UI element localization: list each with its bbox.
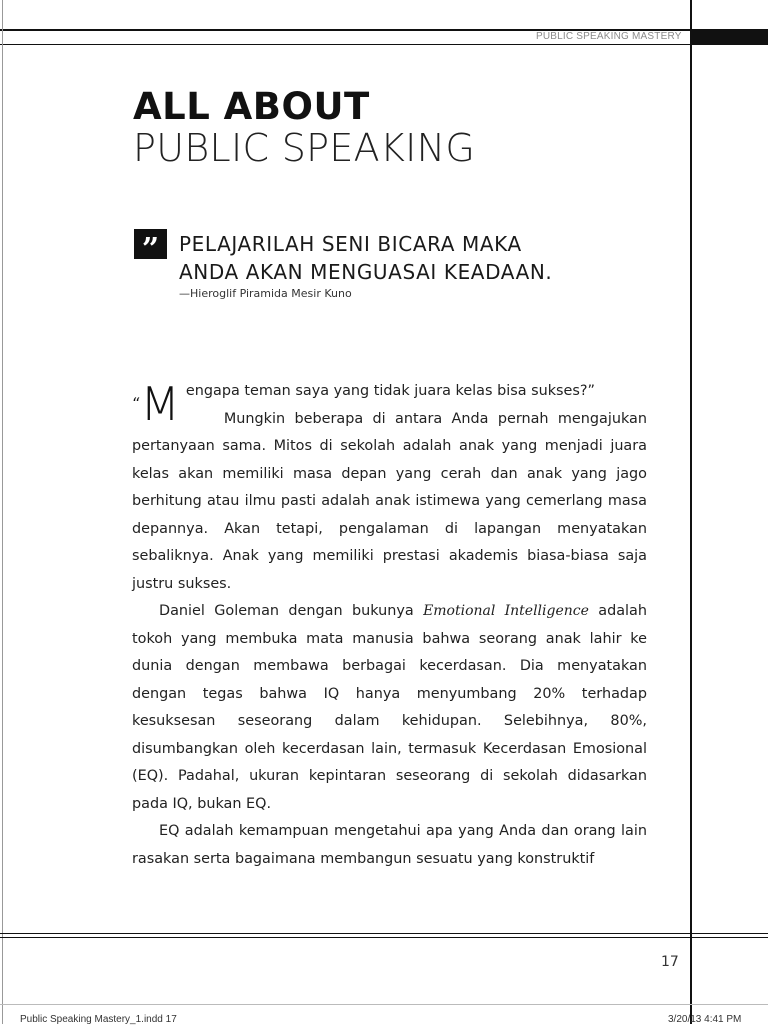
print-slug-filename: Public Speaking Mastery_1.indd 17	[20, 1014, 177, 1025]
body-text	[132, 378, 647, 873]
paragraph-1-lead: engapa teman saya yang tidak juara kelas bisa sukses?”	[185, 383, 595, 399]
epigraph	[179, 230, 659, 300]
paragraph-2-after: adalah tokoh yang membuka mata manusia bahwa seorang anak lahir ke dunia dengan membawa berbagai kecerdasan. Dia menyatakan dengan tegas bahwa IQ hanya menyumbang 20% terhadap kesuksesan seseorang dalam kehidupan. Selebihnya, 80%, disumbangkan oleh kecerdasan lain, termasuk Kecerdasan Emosional (EQ). Padahal, ukuran kepintaran seseorang di sekolah didasarkan pada IQ, bukan EQ.	[132, 603, 647, 812]
paragraph-2-before: Daniel Goleman dengan bukunya	[159, 603, 424, 619]
print-slug-timestamp: 3/20/13 4:41 PM	[668, 1014, 742, 1025]
page-number: 17	[661, 954, 679, 970]
footer-rule-bottom	[0, 937, 768, 938]
book-title: Emotional Intelligence	[423, 603, 589, 619]
paragraph-1-rest: Mungkin beberapa di antara Anda pernah mengajukan pertanyaan sama. Mitos di sekolah adalah anak yang menjadi juara kelas akan memiliki masa depan yang cerah dan anak yang jago berhitung atau ilmu pasti adalah anak istimewa yang cemerlang masa depannya. Akan tetapi, pengalaman di lapangan menyatakan sebaliknya. Anak yang memiliki prestasi akademis biasa-biasa saja justru sukses.	[132, 410, 647, 592]
running-header: PUBLIC SPEAKING MASTERY	[536, 31, 682, 42]
footer-rule-top	[0, 933, 768, 934]
chapter-title-line-1: ALL ABOUT	[133, 85, 370, 128]
chapter-title-line-2: PUBLIC SPEAKING	[133, 126, 476, 170]
paragraph-2	[132, 598, 647, 818]
drop-cap-letter: M	[140, 377, 180, 431]
chapter-title	[133, 86, 475, 168]
left-margin-rule	[2, 0, 3, 1024]
paragraph-3: EQ adalah kemampuan mengetahui apa yang Anda dan orang lain rasakan serta bagaimana membangun sesuatu yang konstruktif	[132, 823, 647, 867]
right-margin-rule	[690, 0, 692, 1024]
bottom-crop-mark	[0, 1004, 768, 1005]
paragraph-1	[132, 378, 647, 598]
epigraph-line-1: PELAJARILAH SENI BICARA MAKA	[179, 232, 522, 256]
drop-cap-open-quote: “	[132, 394, 141, 413]
header-tab-block	[691, 29, 768, 45]
epigraph-line-2: ANDA AKAN MENGUASAI KEADAAN.	[179, 260, 553, 284]
drop-cap	[132, 377, 180, 431]
epigraph-attribution: —Hieroglif Piramida Mesir Kuno	[179, 287, 352, 300]
quote-mark-icon: ”	[134, 229, 167, 259]
header-rule-bottom	[0, 44, 691, 45]
